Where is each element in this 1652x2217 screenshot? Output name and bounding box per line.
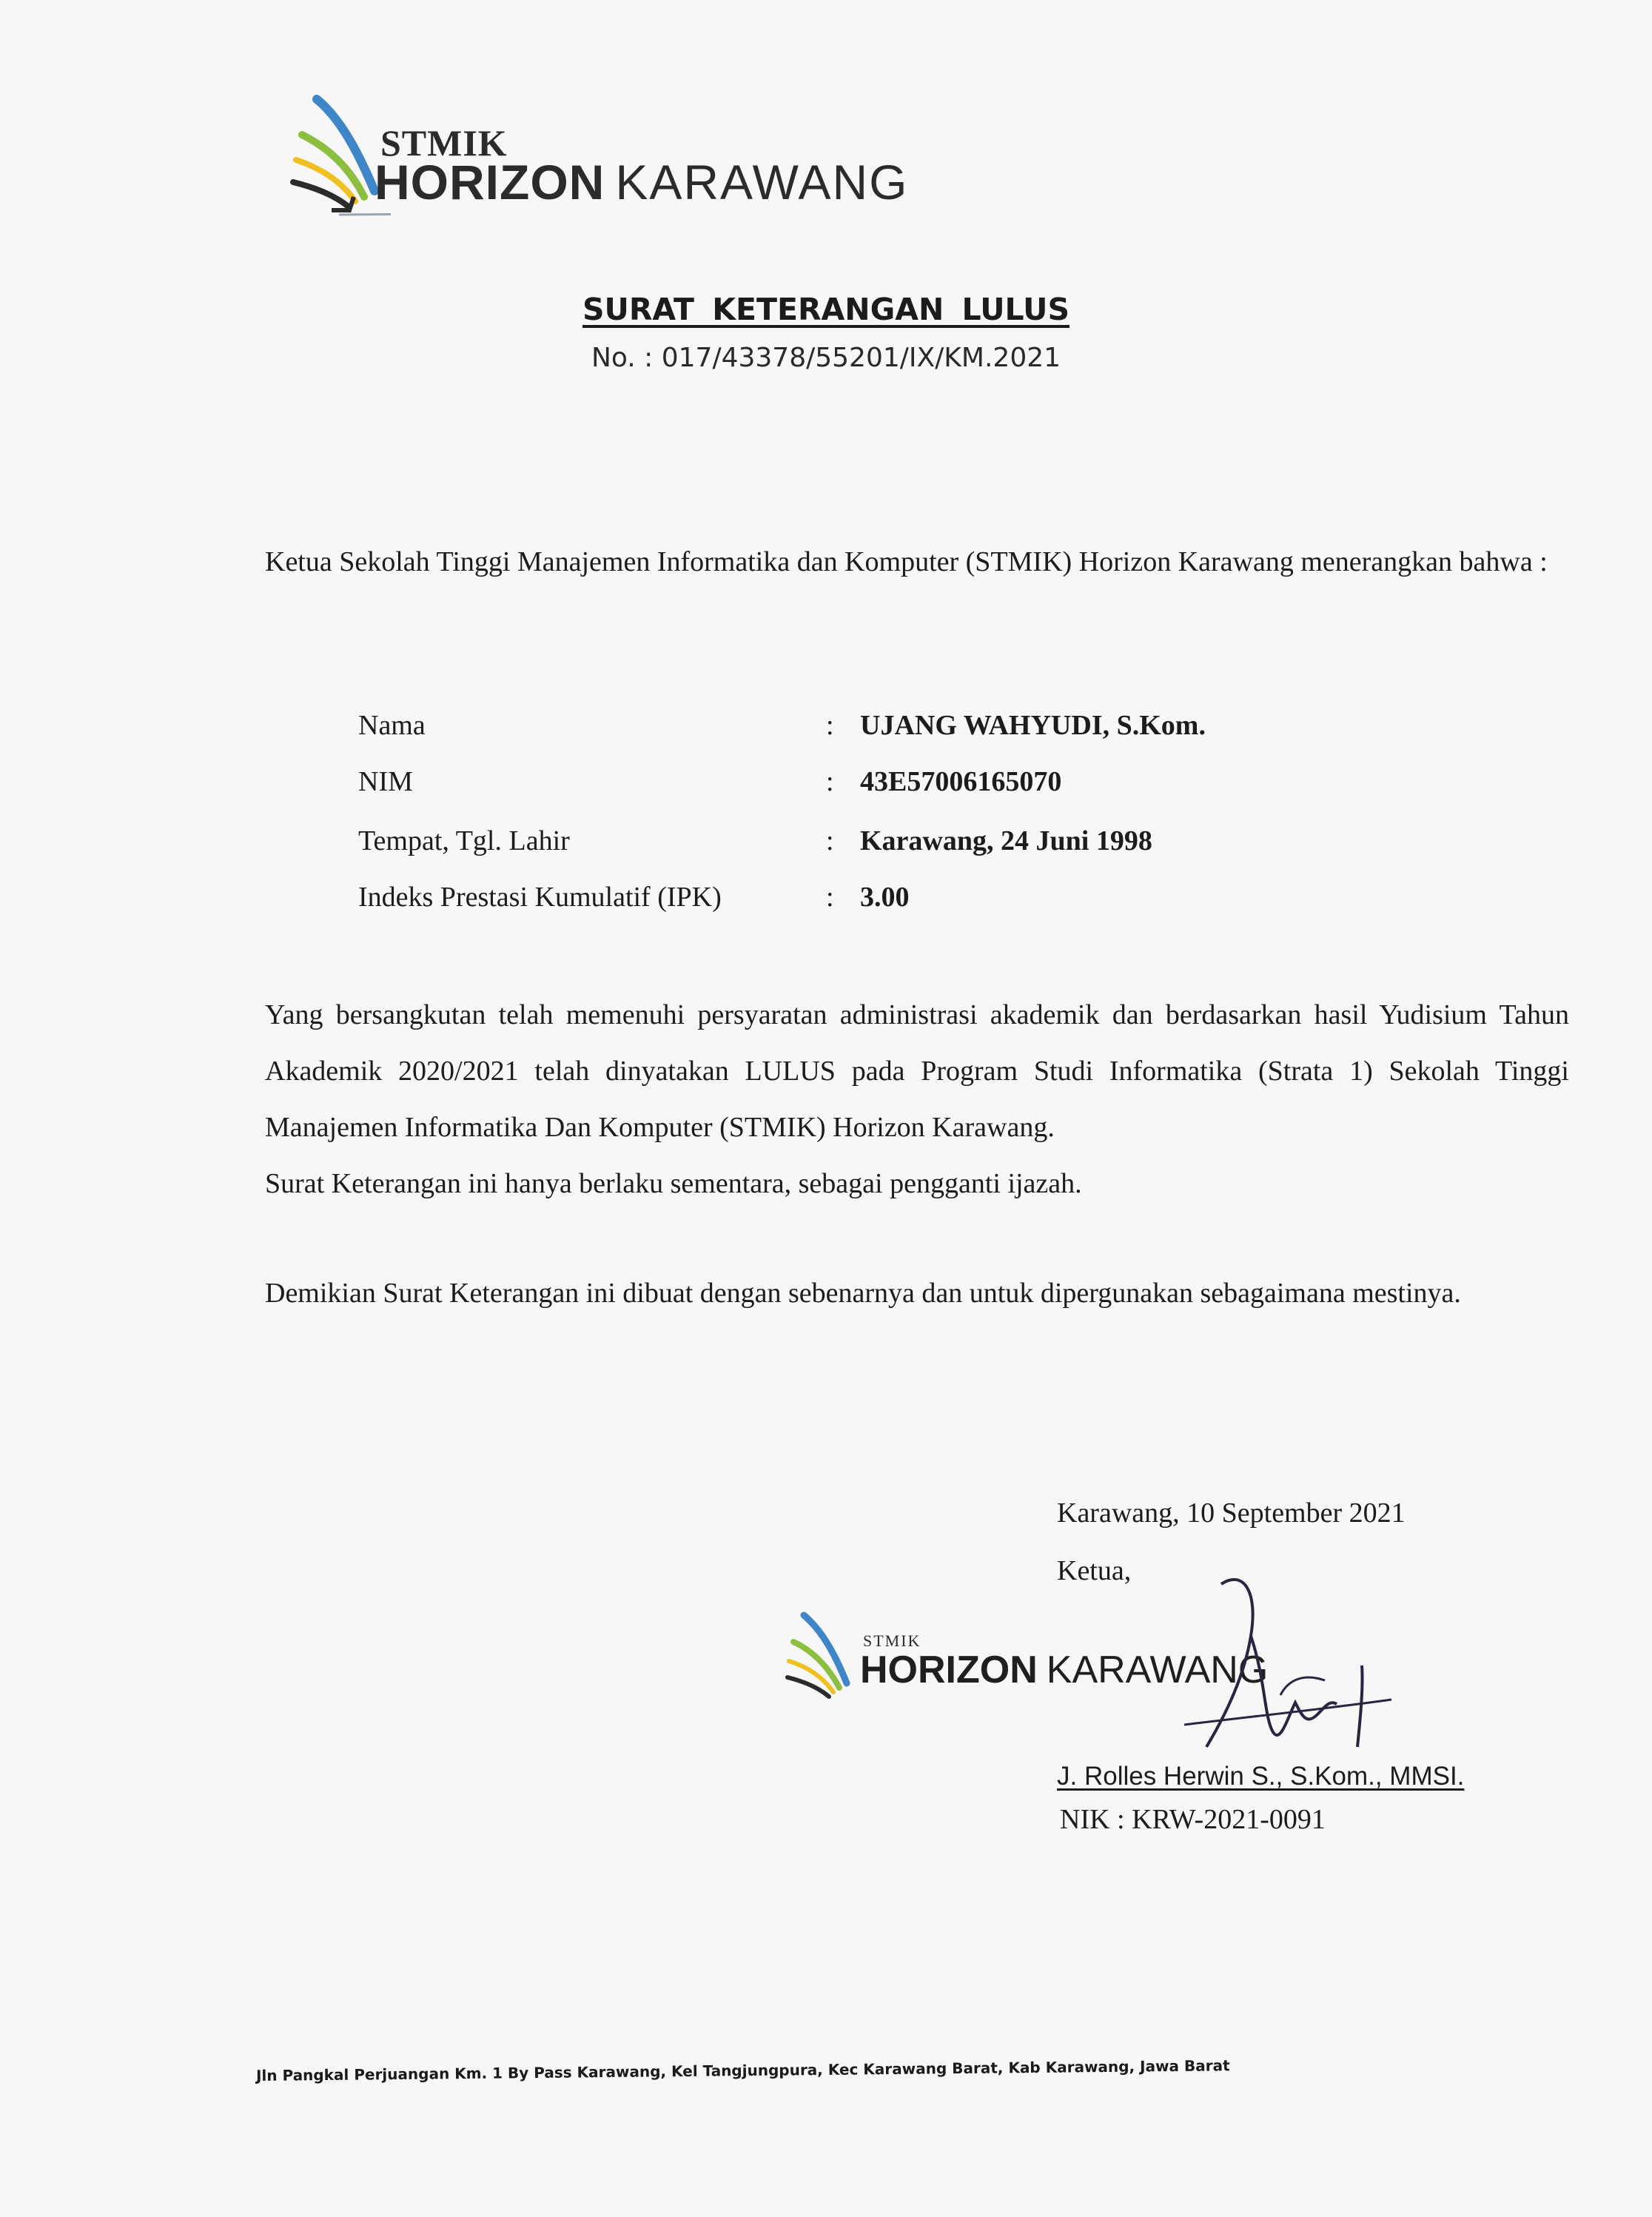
logo-karawang-word: KARAWANG (615, 155, 909, 209)
document-title: SURAT KETERANGAN LULUS (582, 292, 1070, 327)
institution-logo (287, 89, 909, 218)
field-label: Nama (358, 710, 426, 741)
signer-name: J. Rolles Herwin S., S.Kom., MMSI. (1057, 1762, 1465, 1791)
field-value: UJANG WAHYUDI, S.Kom. (860, 710, 1206, 741)
logo-horizon-text (375, 154, 908, 210)
horizon-swoosh-icon (783, 1608, 864, 1704)
field-colon: : (826, 710, 834, 741)
signer-nik: NIK : KRW-2021-0091 (1060, 1804, 1326, 1835)
field-value: Karawang, 24 Juni 1998 (860, 825, 1152, 856)
place-date: Karawang, 10 September 2021 (1057, 1497, 1406, 1529)
stamp-stmik-text: STMIK (863, 1631, 921, 1650)
field-colon: : (826, 882, 834, 913)
closing-paragraph: Demikian Surat Keterangan ini dibuat dengan sebenarnya dan untuk dipergunakan sebagaimana mestinya. (265, 1278, 1461, 1309)
field-label: Indeks Prestasi Kumulatif (IPK) (358, 882, 722, 913)
logo-stmik-text: STMIK (380, 122, 508, 164)
footer-address: Jln Pangkal Perjuangan Km. 1 By Pass Karawang, Kel Tangjungpura, Kec Karawang Barat, Kab Karawang, Jawa Barat (255, 2056, 1230, 2084)
document-number: No. : 017/43378/55201/IX/KM.2021 (591, 343, 1061, 373)
stamp-karawang-word: KARAWANG (1046, 1649, 1269, 1691)
field-label: NIM (358, 766, 413, 797)
field-value: 3.00 (860, 882, 910, 913)
field-colon: : (826, 766, 834, 797)
stamp-horizon-word: HORIZON (860, 1649, 1038, 1691)
validity-statement: Surat Keterangan ini hanya berlaku sementara, sebagai pengganti ijazah. (265, 1168, 1082, 1199)
field-label: Tempat, Tgl. Lahir (358, 825, 570, 856)
graduation-paragraph (265, 987, 1569, 1212)
logo-horizon-word: HORIZON (375, 155, 605, 209)
field-colon: : (826, 825, 834, 856)
field-value: 43E57006165070 (860, 766, 1062, 797)
intro-paragraph: Ketua Sekolah Tinggi Manajemen Informatika dan Komputer (STMIK) Horizon Karawang menerangkan bahwa : (265, 546, 1548, 577)
signer-role: Ketua, (1057, 1555, 1132, 1586)
graduation-statement: Yang bersangkutan telah memenuhi persyaratan administrasi akademik dan berdasarkan hasil Yudisium Tahun Akademik 2020/2021 telah dinyatakan LULUS pada Program Studi Informatika (Strata 1) Sekolah Tinggi Manajemen Informatika Dan Komputer (STMIK) Horizon Karawang. (265, 999, 1569, 1143)
handwritten-signature (1177, 1569, 1399, 1762)
